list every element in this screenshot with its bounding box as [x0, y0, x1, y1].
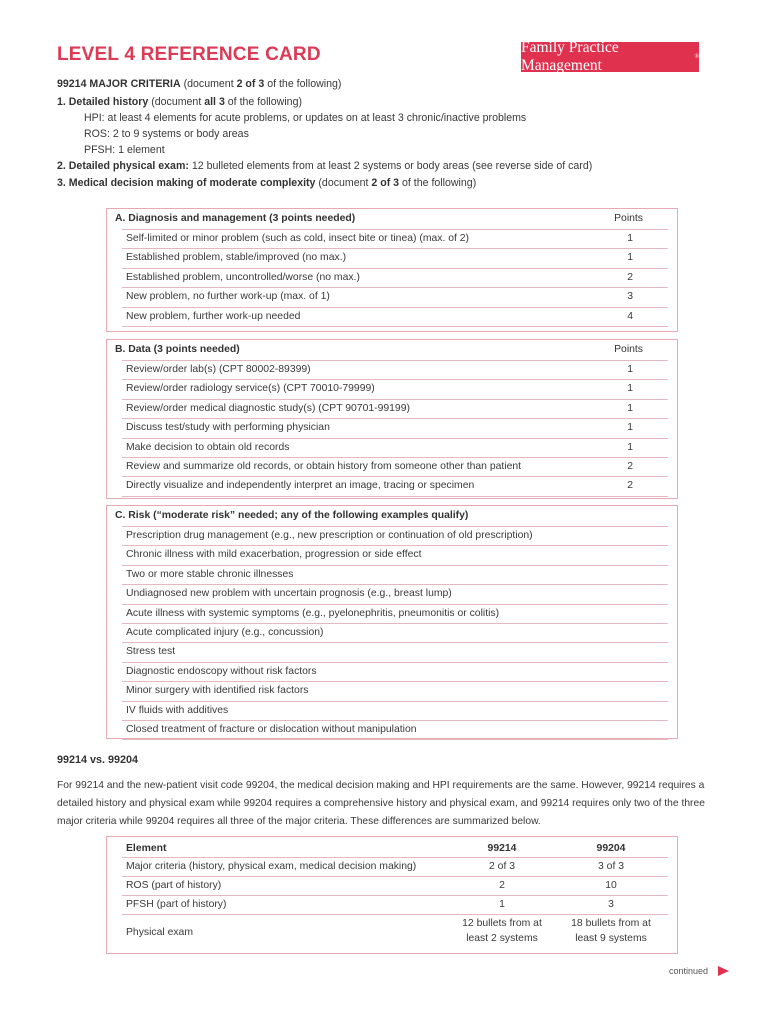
- list-item: [122, 623, 668, 642]
- criteria-item-exam-label: 2. Detailed physical exam:: [57, 160, 189, 172]
- row-points: 1: [627, 383, 633, 395]
- table-row: [122, 438, 668, 457]
- criteria-item-history-label: 1. Detailed history: [57, 96, 149, 108]
- table-row: [122, 360, 668, 379]
- table-row: [122, 268, 668, 287]
- list-item: [122, 545, 668, 564]
- row-text: IV fluids with additives: [126, 704, 229, 716]
- section-b-heading: B. Data (3 points needed): [115, 344, 240, 355]
- criteria-item-history-text: (document: [148, 96, 205, 108]
- list-item: [122, 565, 668, 584]
- table-row: [122, 399, 668, 418]
- cell-99204-line2: least 9 systems: [575, 933, 647, 944]
- comparison-table: [106, 836, 678, 954]
- row-text: Review and summarize old records, or obtain history from someone other than patient: [126, 460, 522, 472]
- section-a-points-label: Points: [614, 213, 643, 224]
- comparison-paragraph: For 99214 and the new-patient visit code 99204, the medical decision making and HPI requirements are the same. However, 99214 requires a detailed history and physical exam while 99204 requires a comprehensive history and physical exam, and 99214 requires only two of the three major criteria while 99204 requires all three of the major criteria. These differences are summarized below.: [57, 780, 705, 827]
- criteria-heading-code: 99214 MAJOR CRITERIA: [57, 78, 181, 90]
- cell-99214: 2: [499, 880, 505, 891]
- table-row: [122, 307, 668, 327]
- cell-99214: 2 of 3: [489, 861, 515, 872]
- row-text: Established problem, uncontrolled/worse (no max.): [126, 271, 360, 283]
- logo-text: Family Practice Management: [521, 39, 619, 74]
- criteria-item-exam-text: 12 bulleted elements from at least 2 systems or body areas (see reverse side of card): [188, 160, 593, 172]
- table-row: [122, 287, 668, 306]
- criteria-hpi: HPI: at least 4 elements for acute problems, or updates on at least 3 chronic/inactive problems: [84, 112, 527, 124]
- page-title: LEVEL 4 REFERENCE CARD: [57, 44, 321, 65]
- row-text: Established problem, stable/improved (no max.): [126, 252, 347, 264]
- criteria-item-mdm: [57, 177, 476, 189]
- row-text: Acute complicated injury (e.g., concussion): [126, 626, 324, 638]
- row-text: Two or more stable chronic illnesses: [126, 568, 294, 580]
- row-text: Closed treatment of fracture or dislocation without manipulation: [126, 723, 417, 735]
- table-row: [122, 895, 668, 915]
- cell-99214-line2: least 2 systems: [466, 933, 538, 944]
- table-row: [122, 229, 668, 248]
- data-card: [106, 339, 678, 499]
- criteria-item-mdm-text: (document: [315, 177, 372, 189]
- cell-99204: 3 of 3: [598, 861, 624, 872]
- list-item: [122, 642, 668, 661]
- row-points: 1: [627, 364, 633, 375]
- continued-label: continued: [669, 966, 709, 976]
- criteria-ros: ROS: 2 to 9 systems or body areas: [84, 128, 249, 140]
- col-99214-header: 99214: [487, 843, 517, 854]
- table-row: [122, 457, 668, 476]
- criteria-item-mdm-count: 2 of 3: [371, 177, 400, 189]
- row-points: 2: [627, 460, 633, 472]
- table-row: [122, 379, 668, 398]
- row-text: Stress test: [126, 646, 176, 658]
- row-text: Discuss test/study with performing physician: [126, 422, 330, 434]
- cell-99204: 3: [608, 899, 614, 910]
- table-row: [122, 248, 668, 267]
- col-element-header: Element: [126, 843, 167, 854]
- row-text: New problem, further work-up needed: [126, 310, 301, 322]
- criteria-item-mdm-tail: of the following): [399, 177, 477, 189]
- criteria-pfsh: PFSH: 1 element: [84, 144, 165, 156]
- section-b-points-label: Points: [614, 344, 643, 355]
- row-text: Review/order lab(s) (CPT 80002-89399): [126, 364, 311, 375]
- table-row: [122, 418, 668, 437]
- cell-99204-line1: 18 bullets from at: [571, 918, 651, 929]
- diagnosis-management-card: [106, 208, 678, 332]
- table-row: [122, 857, 668, 877]
- criteria-item-history-tail: of the following): [224, 96, 302, 108]
- cell-99214-line1: 12 bullets from at: [462, 918, 542, 929]
- criteria-heading-text: (document: [180, 78, 237, 90]
- row-text: Acute illness with systemic symptoms (e.g., pyelonephritis, pneumonitis or colitis): [126, 607, 500, 619]
- row-points: 3: [627, 291, 633, 303]
- row-points: 1: [627, 233, 633, 244]
- criteria-heading: [57, 78, 341, 90]
- table-row: [122, 914, 668, 951]
- comparison-heading: 99214 vs. 99204: [57, 754, 139, 766]
- cell-element: ROS (part of history): [126, 880, 222, 891]
- arrow-right-icon: [718, 966, 729, 976]
- row-text: New problem, no further work-up (max. of 1): [126, 291, 330, 303]
- table-row: [122, 476, 668, 496]
- criteria-heading-count: 2 of 3: [236, 78, 265, 90]
- row-points: 4: [627, 310, 633, 322]
- cell-99204: 10: [605, 880, 617, 891]
- criteria-item-history: [57, 96, 302, 108]
- risk-card: [106, 505, 678, 739]
- row-text: Review/order radiology service(s) (CPT 70010-79999): [126, 383, 375, 395]
- list-item: [122, 720, 668, 740]
- row-points: 2: [627, 271, 633, 283]
- registered-mark: ®: [694, 54, 699, 60]
- list-item: [122, 662, 668, 681]
- row-text: Chronic illness with mild exacerbation, progression or side effect: [126, 549, 422, 561]
- row-text: Undiagnosed new problem with uncertain prognosis (e.g., breast lump): [126, 588, 452, 600]
- row-points: 1: [627, 252, 633, 264]
- row-points: 1: [627, 441, 633, 453]
- row-points: 1: [627, 422, 633, 434]
- section-c-heading: C. Risk (“moderate risk” needed; any of the following examples qualify): [115, 510, 469, 521]
- list-item: [122, 701, 668, 720]
- row-text: Directly visualize and independently interpret an image, tracing or specimen: [126, 480, 475, 492]
- cell-99214: 1: [499, 899, 505, 910]
- table-row: [122, 876, 668, 896]
- row-text: Make decision to obtain old records: [126, 441, 290, 453]
- list-item: [122, 681, 668, 700]
- row-text: Diagnostic endoscopy without risk factors: [126, 665, 317, 677]
- row-text: Minor surgery with identified risk factors: [126, 685, 309, 697]
- row-text: Prescription drug management (e.g., new prescription or continuation of old prescription): [126, 530, 533, 541]
- brand-logo: [521, 39, 699, 74]
- row-points: 2: [627, 480, 633, 492]
- cell-element: Physical exam: [126, 927, 193, 938]
- criteria-item-history-count: all 3: [204, 96, 225, 108]
- cell-element: PFSH (part of history): [126, 899, 227, 910]
- section-a-heading: A. Diagnosis and management (3 points needed): [115, 213, 356, 224]
- row-points: 1: [627, 402, 633, 414]
- list-item: [122, 526, 668, 545]
- list-item: [122, 604, 668, 623]
- list-item: [122, 584, 668, 603]
- criteria-item-mdm-label: 3. Medical decision making of moderate complexity: [57, 177, 316, 189]
- criteria-item-exam: [57, 160, 592, 172]
- cell-element: Major criteria (history, physical exam, medical decision making): [126, 861, 417, 872]
- row-text: Self-limited or minor problem (such as cold, insect bite or tinea) (max. of 2): [126, 233, 470, 244]
- criteria-heading-tail: of the following): [264, 78, 342, 90]
- row-text: Review/order medical diagnostic study(s) (CPT 90701-99199): [126, 402, 410, 414]
- col-99204-header: 99204: [596, 843, 626, 854]
